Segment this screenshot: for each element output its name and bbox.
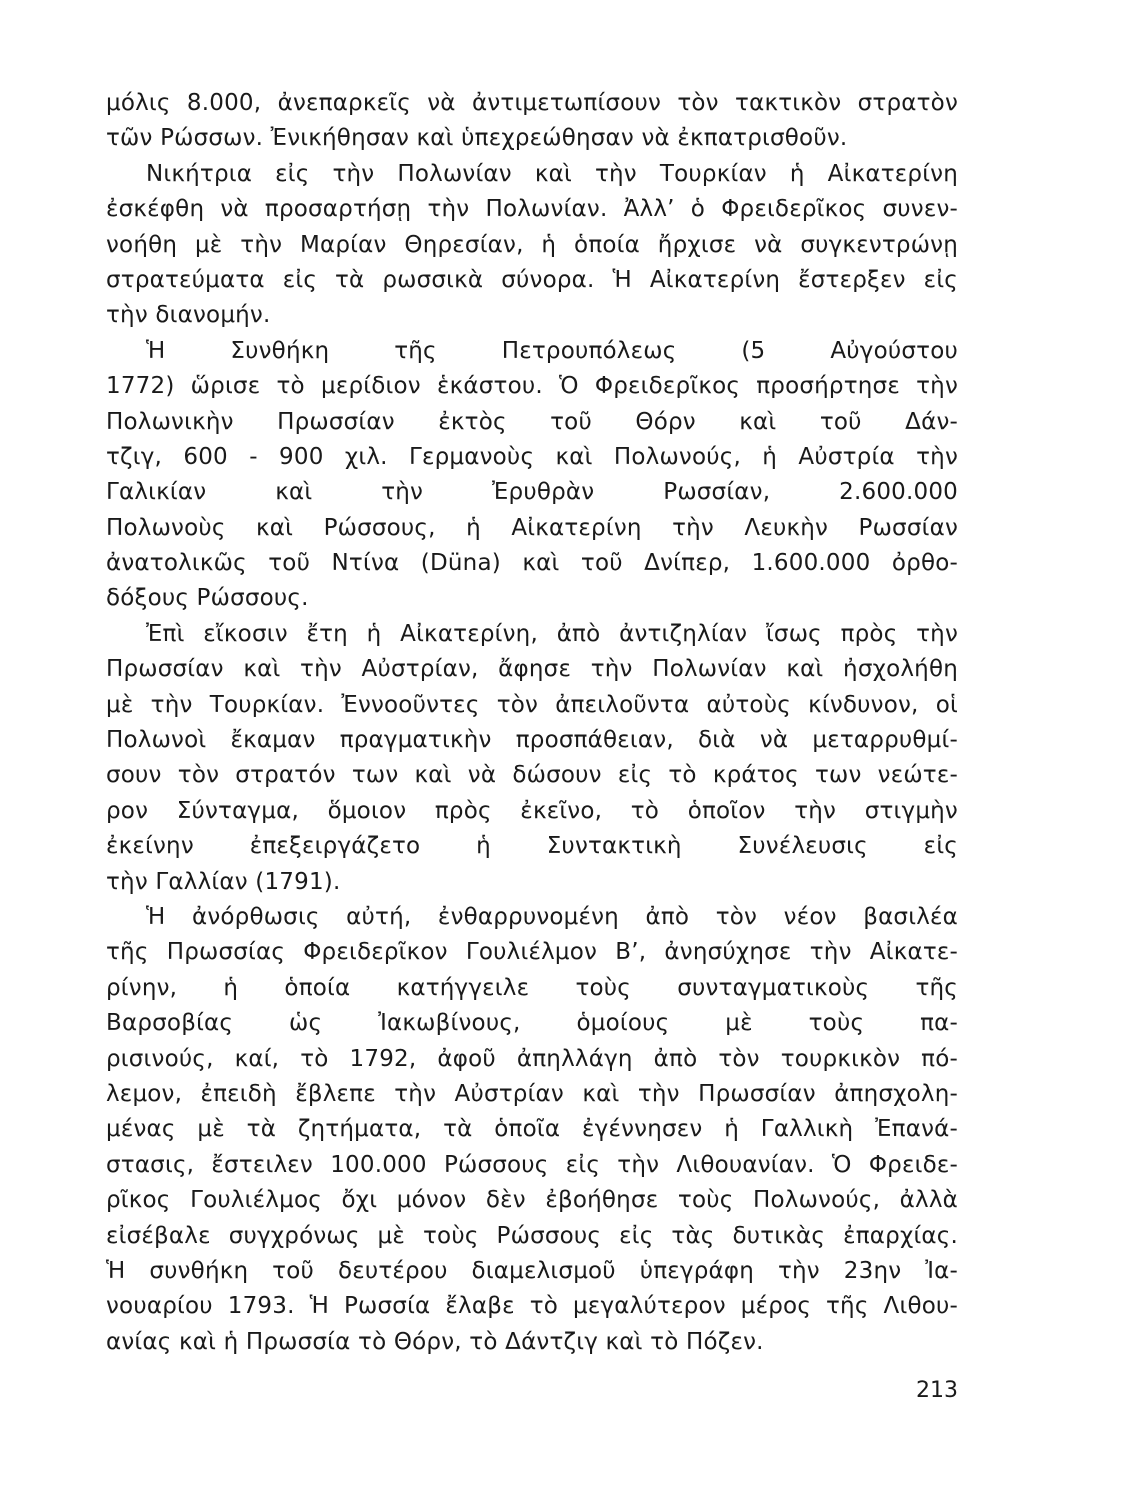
text-line: σουν τὸν στρατόν των καὶ νὰ δώσουν εἰς τὸ κράτος των νεώτε- [106,762,958,789]
text-line: τὴν διανομήν. [106,302,271,329]
text-line: νοήθη μὲ τὴν Μαρίαν Θηρεσίαν, ἡ ὁποία ἤρχισε νὰ συγκεντρώνῃ [106,231,958,258]
page-number: 213 [916,1378,958,1403]
body-text [106,86,958,1360]
text-line: Πολωνικὴν Πρωσσίαν ἐκτὸς τοῦ Θόρν καὶ τοῦ Δάν- [106,408,958,435]
text-line: 1772) ὥρισε τὸ μερίδιον ἑκάστου. Ὁ Φρειδερῖκος προσήρτησε τὴν [106,373,958,400]
text-line: ἀνατολικῶς τοῦ Ντίνα (Düna) καὶ τοῦ Δνίπερ, 1.600.000 ὀρθο- [106,550,958,577]
text-line: τζιγ, 600 - 900 χιλ. Γερμανοὺς καὶ Πολωνούς, ἡ Αὐστρία τὴν [106,443,958,470]
text-line: Πολωνοὺς καὶ Ρώσσους, ἡ Αἰκατερίνη τὴν Λευκὴν Ρωσσίαν [106,514,958,541]
text-line: Ἡ ἀνόρθωσις αὐτή, ἐνθαρρυνομένη ἀπὸ τὸν νέον βασιλέα [146,903,958,930]
text-line: τὴν Γαλλίαν (1791). [106,868,341,895]
text-line: Βαρσοβίας ὡς Ἰακωβίνους, ὁμοίους μὲ τοὺς πα- [106,1010,958,1037]
text-line: τῆς Πρωσσίας Φρειδερῖκον Γουλιέλμον Β’, ἀνησύχησε τὴν Αἰκατε- [106,939,958,966]
text-line: ρον Σύνταγμα, ὅμοιον πρὸς ἐκεῖνο, τὸ ὁποῖον τὴν στιγμὴν [106,797,958,824]
text-line: νουαρίου 1793. Ἡ Ρωσσία ἔλαβε τὸ μεγαλύτερον μέρος τῆς Λιθου- [106,1293,958,1320]
text-line: στρατεύματα εἰς τὰ ρωσσικὰ σύνορα. Ἡ Αἰκατερίνη ἔστερξεν εἰς [106,266,958,293]
text-line: τῶν Ρώσσων. Ἐνικήθησαν καὶ ὑπεχρεώθησαν νὰ ἐκπατρισθοῦν. [106,125,848,152]
text-line: Νικήτρια εἰς τὴν Πολωνίαν καὶ τὴν Τουρκίαν ἡ Αἰκατερίνη [146,160,958,187]
text-line: δόξους Ρώσσους. [106,585,309,612]
text-line: Ἐπὶ εἴκοσιν ἔτη ἡ Αἰκατερίνη, ἀπὸ ἀντιζηλίαν ἴσως πρὸς τὴν [146,620,958,647]
text-line: ρῖκος Γουλιέλμος ὄχι μόνον δὲν ἐβοήθησε τοὺς Πολωνούς, ἀλλὰ [106,1187,958,1214]
text-line: Ἡ Συνθήκη τῆς Πετρουπόλεως (5 Αὐγούστου [146,337,958,364]
text-line: εἰσέβαλε συγχρόνως μὲ τοὺς Ρώσσους εἰς τὰς δυτικὰς ἐπαρχίας. [106,1222,958,1249]
text-line: μένας μὲ τὰ ζητήματα, τὰ ὁποῖα ἐγέννησεν ἡ Γαλλικὴ Ἐπανά- [106,1116,958,1143]
text-line: Ἡ συνθήκη τοῦ δευτέρου διαμελισμοῦ ὑπεγράφη τὴν 23ην Ἰα- [106,1257,958,1284]
text-line: λεμον, ἐπειδὴ ἔβλεπε τὴν Αὐστρίαν καὶ τὴν Πρωσσίαν ἀπησχολη- [106,1080,958,1107]
text-line: ἐσκέφθη νὰ προσαρτήσῃ τὴν Πολωνίαν. Ἀλλ’ ὁ Φρειδερῖκος συνεν- [106,196,958,223]
text-line: Πολωνοὶ ἔκαμαν πραγματικὴν προσπάθειαν, διὰ νὰ μεταρρυθμί- [106,727,958,754]
text-line: στασις, ἔστειλεν 100.000 Ρώσσους εἰς τὴν Λιθουανίαν. Ὁ Φρειδε- [106,1151,958,1178]
text-line: ἐκείνην ἐπεξειργάζετο ἡ Συντακτικὴ Συνέλευσις εἰς [106,833,958,860]
text-line: ρίνην, ἡ ὁποία κατήγγειλε τοὺς συνταγματικοὺς τῆς [106,974,958,1001]
text-line: μὲ τὴν Τουρκίαν. Ἐννοοῦντες τὸν ἀπειλοῦντα αὐτοὺς κίνδυνον, οἱ [106,691,958,718]
text-line: Γαλικίαν καὶ τὴν Ἐρυθρὰν Ρωσσίαν, 2.600.000 [106,479,958,506]
text-line: ρισινούς, καί, τὸ 1792, ἀφοῦ ἀπηλλάγη ἀπὸ τὸν τουρκικὸν πό- [106,1045,958,1072]
text-line: Πρωσσίαν καὶ τὴν Αὐστρίαν, ἄφησε τὴν Πολωνίαν καὶ ἠσχολήθη [106,656,958,683]
text-line: ανίας καὶ ἡ Πρωσσία τὸ Θόρν, τὸ Δάντζιγ καὶ τὸ Πόζεν. [106,1328,764,1355]
text-line: μόλις 8.000, ἀνεπαρκεῖς νὰ ἀντιμετωπίσουν τὸν τακτικὸν στρατὸν [106,90,958,116]
